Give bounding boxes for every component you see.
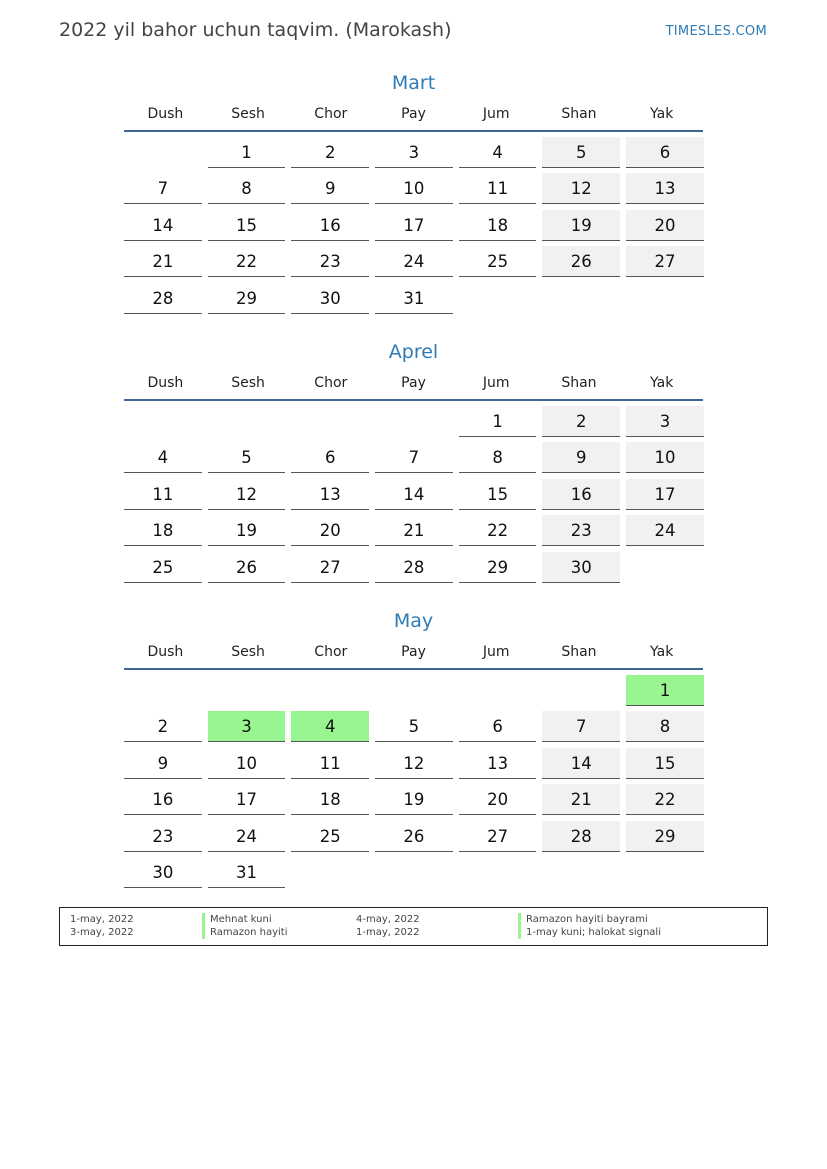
day-cell: 1 [459, 406, 537, 437]
weekday-label: Shan [561, 106, 597, 122]
legend-date: 1-may, 2022 [70, 914, 134, 925]
day-cell: 11 [124, 479, 202, 510]
day-cell: 2 [124, 711, 202, 742]
day-cell: 9 [291, 173, 369, 204]
weekday-label: Yak [650, 375, 674, 391]
weekday-label: Dush [147, 644, 184, 660]
empty-cell [124, 406, 202, 436]
day-cell: 10 [375, 173, 453, 204]
day-cell: 7 [124, 173, 202, 204]
day-cell: 21 [375, 515, 453, 546]
day-cell: 18 [459, 210, 537, 241]
day-cell: 5 [208, 442, 286, 473]
empty-cell [542, 675, 620, 705]
holiday-day-cell: 1 [626, 675, 704, 706]
day-cell: 12 [208, 479, 286, 510]
site-link[interactable]: TIMESLES.COM [665, 24, 767, 39]
day-cell: 30 [124, 857, 202, 888]
empty-cell [459, 675, 537, 705]
day-cell: 2 [542, 406, 620, 437]
weekday-label: Pay [401, 375, 426, 391]
month-may [124, 608, 703, 893]
day-cell: 22 [626, 784, 704, 815]
day-cell: 6 [291, 442, 369, 473]
month-title: Aprel [388, 341, 439, 363]
day-cell: 22 [208, 246, 286, 277]
day-cell: 30 [542, 552, 620, 583]
weekday-label: Chor [314, 644, 348, 660]
day-cell: 25 [291, 821, 369, 852]
day-cell: 15 [208, 210, 286, 241]
weekday-header [124, 373, 703, 401]
month-march [124, 70, 703, 319]
day-cell: 8 [459, 442, 537, 473]
legend-row [60, 913, 767, 926]
day-cell: 30 [291, 283, 369, 314]
day-cell: 2 [291, 137, 369, 168]
day-cell: 20 [459, 784, 537, 815]
empty-cell [291, 406, 369, 436]
day-cell: 16 [124, 784, 202, 815]
legend-date: 3-may, 2022 [70, 927, 134, 938]
day-cell: 6 [626, 137, 704, 168]
day-cell: 13 [459, 748, 537, 779]
day-grid [124, 137, 703, 319]
day-cell: 20 [626, 210, 704, 241]
day-cell: 10 [626, 442, 704, 473]
legend-holiday-name: Ramazon hayiti [202, 926, 287, 939]
weekday-label: Yak [650, 644, 674, 660]
day-cell: 19 [542, 210, 620, 241]
day-cell: 24 [626, 515, 704, 546]
holiday-legend [59, 907, 768, 946]
day-cell: 5 [375, 711, 453, 742]
day-cell: 12 [375, 748, 453, 779]
holiday-day-cell: 3 [208, 711, 286, 742]
weekday-label: Jum [482, 106, 510, 122]
day-cell: 29 [626, 821, 704, 852]
empty-cell [375, 406, 453, 436]
legend-holiday-name: Ramazon hayiti bayrami [518, 913, 648, 926]
day-cell: 31 [375, 283, 453, 314]
day-cell: 22 [459, 515, 537, 546]
day-cell: 13 [626, 173, 704, 204]
day-cell: 26 [375, 821, 453, 852]
day-cell: 9 [124, 748, 202, 779]
day-cell: 24 [208, 821, 286, 852]
weekday-label: Pay [401, 644, 426, 660]
legend-date: 4-may, 2022 [356, 914, 420, 925]
day-cell: 25 [124, 552, 202, 583]
day-cell: 4 [124, 442, 202, 473]
day-cell: 29 [459, 552, 537, 583]
weekday-label: Jum [482, 644, 510, 660]
day-cell: 14 [124, 210, 202, 241]
weekday-label: Chor [314, 106, 348, 122]
day-cell: 10 [208, 748, 286, 779]
day-cell: 18 [124, 515, 202, 546]
legend-date: 1-may, 2022 [356, 927, 420, 938]
legend-holiday-name: 1-may kuni; halokat signali [518, 926, 661, 939]
weekday-label: Shan [561, 644, 597, 660]
weekday-label: Pay [401, 106, 426, 122]
day-cell: 28 [124, 283, 202, 314]
day-cell: 17 [208, 784, 286, 815]
day-cell: 11 [291, 748, 369, 779]
legend-row [60, 926, 767, 939]
day-cell: 8 [626, 711, 704, 742]
day-cell: 23 [124, 821, 202, 852]
weekday-header [124, 642, 703, 670]
weekday-label: Dush [147, 106, 184, 122]
day-cell: 5 [542, 137, 620, 168]
legend-holiday-name: Mehnat kuni [202, 913, 272, 926]
weekday-label: Shan [561, 375, 597, 391]
empty-cell [375, 675, 453, 705]
day-cell: 3 [626, 406, 704, 437]
weekday-label: Chor [314, 375, 348, 391]
day-cell: 12 [542, 173, 620, 204]
day-cell: 8 [208, 173, 286, 204]
empty-cell [124, 137, 202, 167]
empty-cell [124, 675, 202, 705]
day-cell: 29 [208, 283, 286, 314]
day-cell: 18 [291, 784, 369, 815]
weekday-label: Yak [650, 106, 674, 122]
day-cell: 25 [459, 246, 537, 277]
day-cell: 7 [542, 711, 620, 742]
weekday-label: Sesh [231, 375, 265, 391]
weekday-header [124, 104, 703, 132]
day-cell: 16 [291, 210, 369, 241]
day-cell: 15 [626, 748, 704, 779]
day-cell: 1 [208, 137, 286, 168]
day-cell: 19 [375, 784, 453, 815]
day-cell: 26 [208, 552, 286, 583]
day-cell: 17 [375, 210, 453, 241]
empty-cell [208, 675, 286, 705]
day-cell: 23 [291, 246, 369, 277]
day-cell: 20 [291, 515, 369, 546]
day-cell: 27 [291, 552, 369, 583]
weekday-label: Jum [482, 375, 510, 391]
holiday-day-cell: 4 [291, 711, 369, 742]
day-cell: 26 [542, 246, 620, 277]
day-cell: 11 [459, 173, 537, 204]
day-cell: 17 [626, 479, 704, 510]
month-title: Mart [391, 72, 436, 94]
weekday-label: Sesh [231, 106, 265, 122]
day-cell: 27 [459, 821, 537, 852]
day-grid [124, 675, 703, 893]
day-cell: 15 [459, 479, 537, 510]
day-cell: 4 [459, 137, 537, 168]
day-grid [124, 406, 703, 588]
weekday-label: Sesh [231, 644, 265, 660]
day-cell: 14 [375, 479, 453, 510]
weekday-label: Dush [147, 375, 184, 391]
day-cell: 21 [124, 246, 202, 277]
day-cell: 23 [542, 515, 620, 546]
day-cell: 27 [626, 246, 704, 277]
month-title: May [393, 610, 434, 632]
day-cell: 24 [375, 246, 453, 277]
day-cell: 6 [459, 711, 537, 742]
month-april [124, 339, 703, 588]
day-cell: 3 [375, 137, 453, 168]
empty-cell [208, 406, 286, 436]
day-cell: 7 [375, 442, 453, 473]
day-cell: 14 [542, 748, 620, 779]
day-cell: 21 [542, 784, 620, 815]
day-cell: 16 [542, 479, 620, 510]
empty-cell [291, 675, 369, 705]
day-cell: 9 [542, 442, 620, 473]
day-cell: 28 [375, 552, 453, 583]
day-cell: 13 [291, 479, 369, 510]
day-cell: 19 [208, 515, 286, 546]
day-cell: 31 [208, 857, 286, 888]
page-title: 2022 yil bahor uchun taqvim. (Marokash) [59, 19, 452, 41]
day-cell: 28 [542, 821, 620, 852]
